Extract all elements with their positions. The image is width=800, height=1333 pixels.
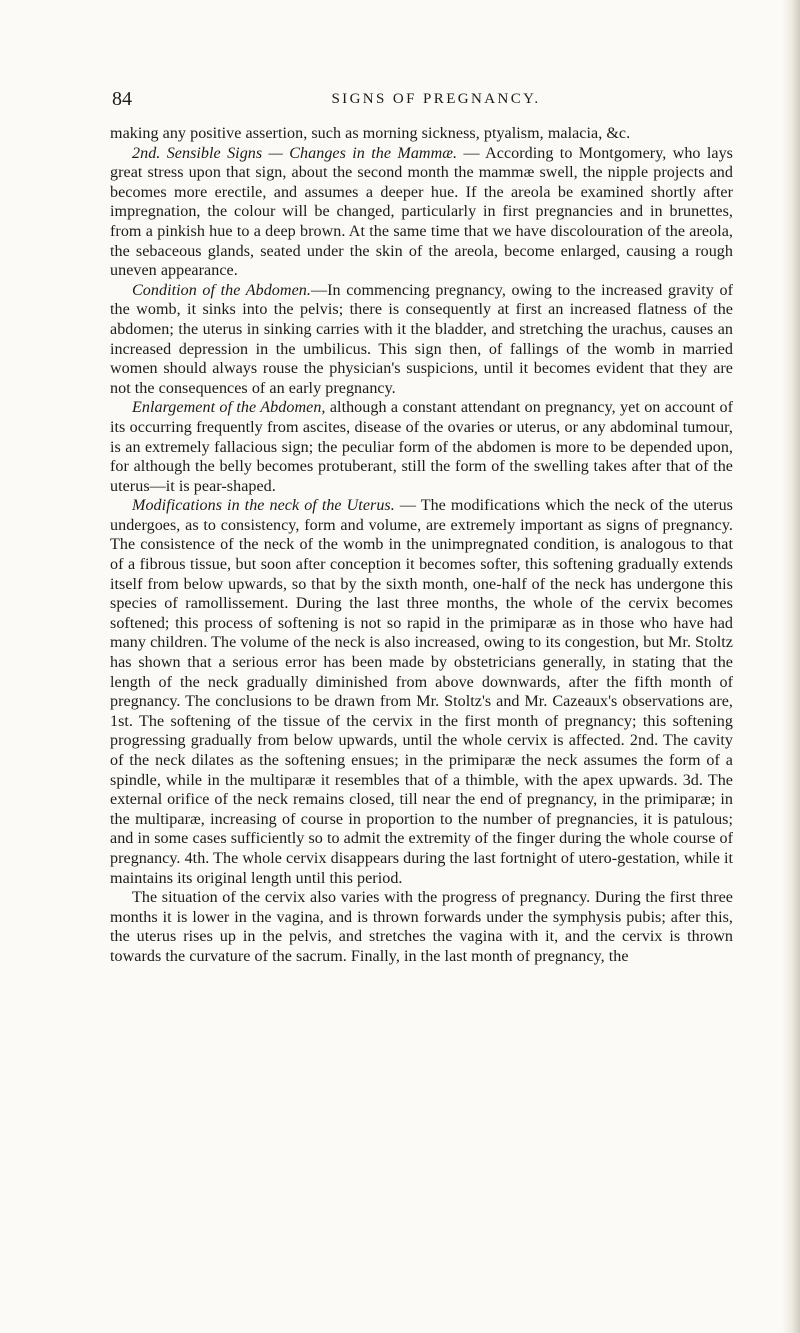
paragraph-text: although a constant attendant on pregnancy, yet on account of its occurring frequently from ascites, disease of the ovaries or uterus, or any abdominal tumour, is an extremely fallacious sign; the peculiar form of the abdomen is more to be depended upon, for although the belly becomes protuberant, still the form of the swelling takes after that of the uterus—it is pear-shaped. (110, 399, 734, 495)
paragraph-text: The situation of the cervix also varies with the progress of pregnancy. During the first three months it is lower in the vagina, and is thrown forwards under the symphysis pubis; after this, the uterus rises up in the pelvis, and stretches the vagina with it, and the cervix is thrown towards the curvature of the sacrum. Finally, in the last month of pregnancy, the (110, 889, 733, 965)
paragraph-mammae (110, 144, 733, 281)
paragraph-heading: Enlargement of the Abdomen, (132, 399, 326, 417)
page-edge-shadow (782, 0, 800, 1333)
paragraph-heading: 2nd. Sensible Signs — Changes in the Mammæ. (132, 144, 458, 162)
page-header (112, 88, 730, 114)
paragraph-continuation (110, 124, 733, 144)
paragraph-heading: Modifications in the neck of the Uterus. (132, 497, 395, 515)
body-text (110, 124, 733, 967)
paragraph-condition-abdomen (110, 281, 733, 399)
paragraph-text: — The modifications which the neck of the uterus undergoes, as to consistency, form and volume, are extremely important as signs of pregnancy. The consistence of the neck of the womb in the unimpregnated condition, is analogous to that of a fibrous tissue, but soon after conception it becomes softer, this softening gradually extends itself from below upwards, so that by the sixth month, one-half of the neck has undergone this species of ramollissement. During the last three months, the whole of the cervix becomes softened; this process of softening is not so rapid in the primiparæ as in those who have had many children. The volume of the neck is also increased, owing to its congestion, but Mr. Stoltz has shown that a serious error has been made by obstetricians generally, in stating that the length of the neck gradually diminished from above downwards, after the fifth month of pregnancy. The conclusions to be drawn from Mr. Stoltz's and Mr. Cazeaux's observations are, 1st. The softening of the tissue of the cervix in the first month of pregnancy; this softening progressing gradually from below upwards, until the whole cervix is affected. 2nd. The cavity of the neck dilates as the softening ensues; in the primiparæ the neck assumes the form of a spindle, while in the multiparæ it resembles that of a thimble, with the apex upwards. 3d. The external orifice of the neck remains closed, till near the end of pregnancy, in the primiparæ; in the multiparæ, increasing of course in proportion to the number of pregnancies, it is patulous; and in some cases sufficiently so to admit the extremity of the finger during the whole course of pregnancy. 4th. The whole cervix disappears during the last fortnight of utero-gestation, while it maintains its original length until this period. (110, 497, 733, 887)
paragraph-heading: Condition of the Abdomen. (132, 281, 311, 299)
paragraph-text: — According to Montgomery, who lays great stress upon that sign, about the second month the mammæ swell, the nipple projects and becomes more erectile, and assumes a deeper hue. If the areola be examined shortly after impregnation, the colour will be changed, particularly in first pregnancies and in brunettes, from a pinkish hue to a deep brown. At the same time that we have discolouration of the areola, the sebaceous glands, seated under the skin of the areola, become enlarged, causing a rough uneven appearance. (110, 144, 733, 280)
running-head: SIGNS OF PREGNANCY. (331, 91, 541, 107)
page-number: 84 (112, 88, 132, 110)
paragraph-text: —In commencing pregnancy, owing to the increased gravity of the womb, it sinks into the pelvis; there is consequently at first an increased flatness of the abdomen; the uterus in sinking carries with it the bladder, and stretching the urachus, causes an increased depression in the umbilicus. This sign then, of fallings of the womb in married women should always rouse the physician's suspicions, until it becomes evident that they are not the consequences of an early pregnancy. (110, 281, 733, 397)
paragraph-enlargement-abdomen (110, 398, 733, 496)
paragraph-situation-cervix (110, 888, 733, 966)
paragraph-text: making any positive assertion, such as morning sickness, ptyalism, malacia, &c. (110, 125, 631, 142)
paragraph-neck-uterus (110, 496, 733, 888)
